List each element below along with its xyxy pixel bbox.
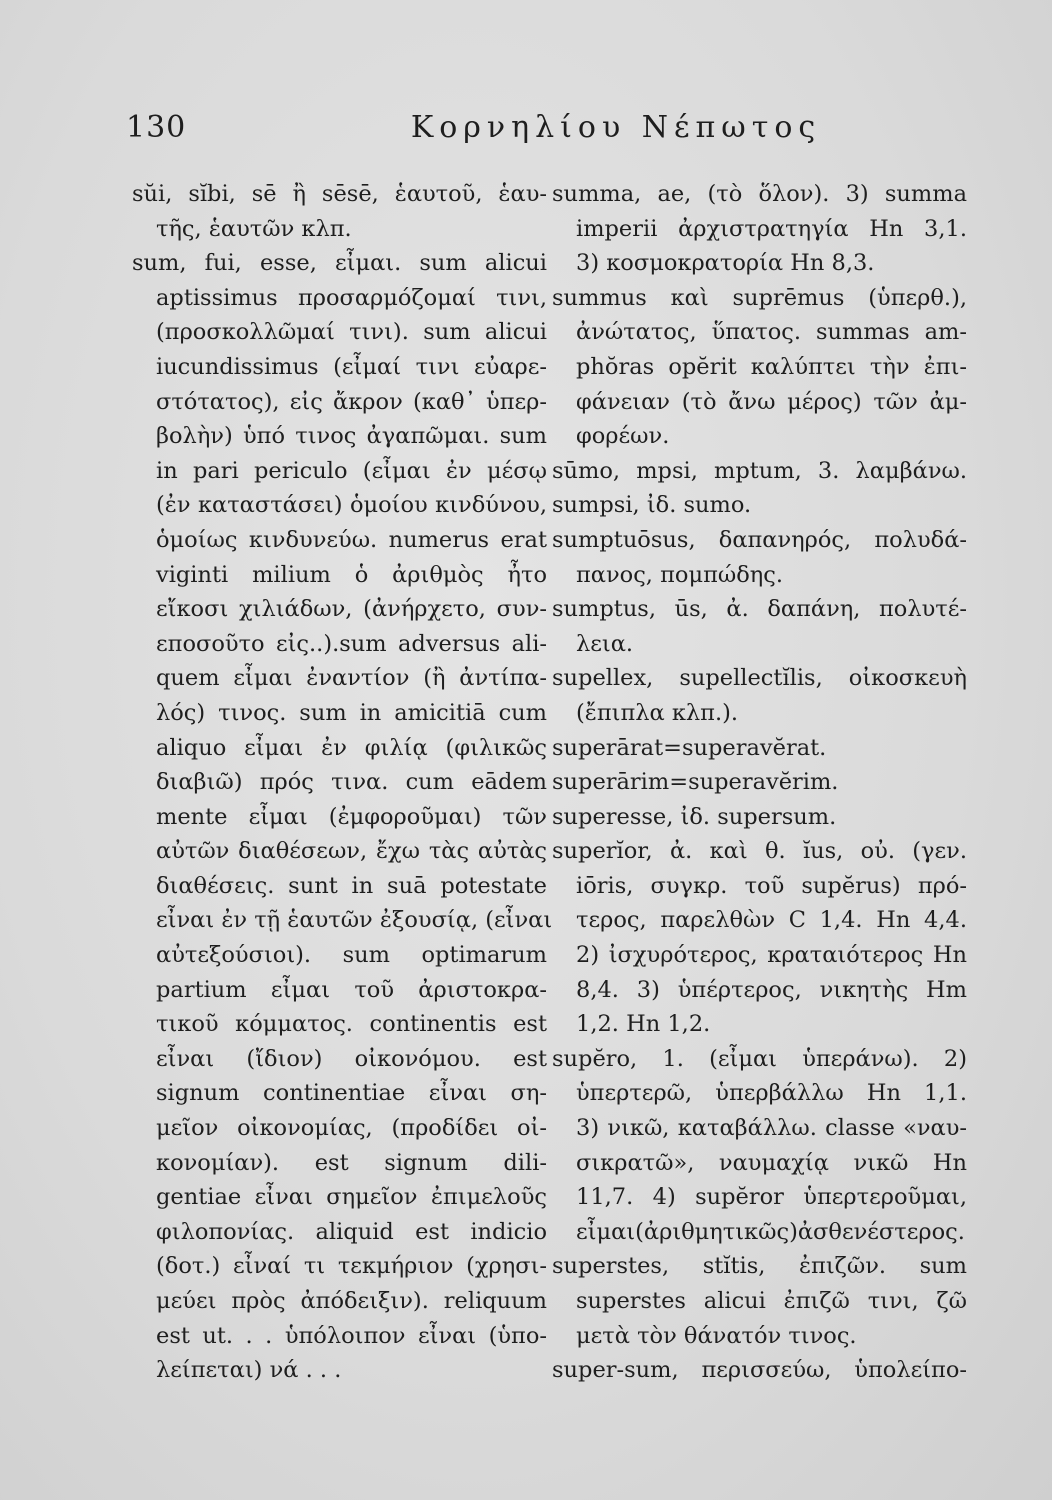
left-column-line: signum continentiae εἶναι ση- [156, 1080, 547, 1107]
left-column-line: mente εἶμαι (ἐμφοροῦμαι) τῶν [156, 803, 547, 830]
right-column-line: 11,7. 4) supĕror ὑπερτεροῦμαι, [576, 1184, 967, 1211]
left-column-line: partium εἶμαι τοῦ ἀριστοκρα- [156, 976, 547, 1003]
left-column-line: εἶναι ἐν τῇ ἑαυτῶν ἐξουσίᾳ, (εἶναι [156, 907, 553, 934]
left-column-line: viginti milium ὁ ἀριθμὸς ἦτο [156, 561, 547, 588]
left-column-line: διαβιῶ) πρός τινα. cum eādem [156, 769, 547, 796]
right-column-line: μετὰ τὸν θάνατόν τινος. [576, 1322, 857, 1349]
right-column-line: iōris, συγκρ. τοῦ supĕrus) πρό- [576, 872, 967, 899]
right-column-line: ἀνώτατος, ὕπατος. summas am- [576, 319, 967, 346]
left-column-line: μεῖον οἰκονομίας, (προδίδει οἰ- [156, 1115, 547, 1142]
left-column-line: μεύει πρὸς ἀπόδειξιν). reliquum [156, 1288, 547, 1314]
page-header [126, 110, 956, 154]
left-column-line: τικοῦ κόμματος. continentis est [156, 1011, 547, 1038]
right-column-line: τερος, παρελθὼν C 1,4. Hn 4,4. [576, 907, 967, 934]
left-column-line: quem εἶμαι ἐναντίον (ἢ ἀντίπα- [156, 665, 547, 692]
left-column-line: aliquo εἶμαι ἐν φιλίᾳ (φιλικῶς [156, 734, 547, 761]
running-head: Κορνηλίου Νέπωτος [410, 110, 822, 145]
page-number: 130 [126, 110, 187, 145]
left-column-line: λός) τινος. sum in amicitiā cum [156, 699, 547, 726]
right-column-line: 8,4. 3) ὑπέρτερος, νικητὴς Hm [576, 976, 967, 1003]
right-column-line: imperii ἀρχιστρατηγία Hn 3,1. [576, 215, 967, 242]
right-column-line: sūmo, mpsi, mptum, 3. λαμβάνω. [552, 457, 967, 484]
left-column-line: gentiae εἶναι σημεῖον ἐπιμελοῦς [156, 1184, 547, 1211]
left-column-line: στότατος), εἰς ἄκρον (καθ᾽ ὑπερ- [156, 388, 547, 415]
left-column-line: εποσοῦτο εἰς..).sum adversus ali- [156, 630, 547, 657]
right-column [552, 177, 967, 1388]
left-column [132, 177, 553, 1388]
right-column-line: phŏras opĕrit καλύπτει τὴν ἐπι- [576, 353, 967, 380]
right-column-line: σικρατῶ», ναυμαχίᾳ νικῶ Hn [576, 1149, 967, 1176]
left-column-line: (προσκολλῶμαί τινι). sum alicui [156, 319, 547, 346]
left-column-line: iucundissimus (εἶμαί τινι εὐαρε- [156, 353, 547, 380]
right-column-line: εἶμαι(ἀριθμητικῶς)ἀσθενέστερος. [576, 1218, 965, 1245]
right-column-line: 1,2. Hn 1,2. [576, 1011, 711, 1038]
left-column-line: sum, fui, esse, εἶμαι. sum alicui [132, 250, 547, 277]
right-column-line: summa, ae, (τὸ ὅλον). 3) summa [552, 181, 967, 207]
right-column-line: 3) νικῶ, καταβάλλω. classe «ναυ- [576, 1115, 967, 1142]
left-column-line: κονομίαν). est signum dili- [156, 1149, 547, 1176]
left-column-line: (δοτ.) εἶναί τι τεκμήριον (χρησι- [156, 1253, 547, 1280]
right-column-line: 2) ἰσχυρότερος, κραταιότερος Hn [576, 942, 967, 969]
right-column-line: φάνειαν (τὸ ἄνω μέρος) τῶν ἀμ- [576, 388, 967, 415]
left-column-line: aptissimus προσαρμόζομαί τινι, [156, 284, 547, 311]
right-column-line: superstes alicui ἐπιζῶ τινι, ζῶ [576, 1288, 967, 1314]
left-column-line: αὐτεξούσιοι). sum optimarum [156, 942, 547, 969]
right-column-line: superstes, stĭtis, ἐπιζῶν. sum [552, 1253, 967, 1280]
left-column-line: sŭi, sĭbi, sē ἢ sēsē, ἑαυτοῦ, ἑαυ- [132, 181, 547, 207]
left-column-line: βολὴν) ὑπό τινος ἀγαπῶμαι. sum [156, 423, 547, 450]
left-column-line: est ut. . . ὑπόλοιπον εἶναι (ὑπο- [156, 1322, 547, 1349]
left-column-line: φιλοπονίας. aliquid est indicio [156, 1218, 547, 1245]
left-column-line: εἴκοσι χιλιάδων, (ἀνήρχετο, συν- [156, 596, 547, 623]
left-column-line: λείπεται) νά . . . [156, 1357, 342, 1384]
right-column-line: superārim=superavĕrim. [552, 769, 839, 796]
right-column-line: sumptus, ūs, ἀ. δαπάνη, πολυτέ- [552, 596, 967, 623]
left-column-line: διαθέσεις. sunt in suā potestate [156, 872, 547, 899]
right-column-line: super-sum, περισσεύω, ὑπολείπο- [552, 1357, 967, 1384]
right-column-line: φορέων. [576, 423, 670, 450]
left-column-line: εἶναι (ἴδιον) οἰκονόμου. est [156, 1045, 547, 1072]
left-column-line: ὁμοίως κινδυνεύω. numerus erat [156, 526, 547, 553]
left-column-line: τῆς, ἑαυτῶν κλπ. [156, 215, 352, 242]
right-column-line: summus καὶ suprēmus (ὑπερθ.), [552, 284, 967, 311]
right-column-line: sumptuōsus, δαπανηρός, πολυδά- [552, 526, 967, 553]
left-column-line: (ἐν καταστάσει) ὁμοίου κινδύνου, [156, 492, 547, 519]
left-column-line: in pari periculo (εἶμαι ἐν μέσῳ [156, 457, 547, 484]
right-column-line: λεια. [576, 630, 634, 657]
right-column-line: supellex, supellectĭlis, οἰκοσκευὴ [552, 665, 967, 692]
right-column-line: superesse, ἰδ. supersum. [552, 803, 837, 830]
right-column-line: 3) κοσμοκρατορία Hn 8,3. [576, 250, 875, 277]
right-column-line: (ἔπιπλα κλπ.). [576, 699, 739, 726]
right-column-line: sumpsi, ἰδ. sumo. [552, 492, 752, 519]
right-column-line: supĕro, 1. (εἶμαι ὑπεράνω). 2) [552, 1045, 967, 1072]
right-column-line: superārat=superavĕrat. [552, 734, 827, 761]
right-column-line: superĭor, ἀ. καὶ θ. ĭus, οὐ. (γεν. [552, 838, 967, 865]
left-column-line: αὐτῶν διαθέσεων, ἔχω τὰς αὐτὰς [156, 838, 547, 865]
right-column-line: πανος, πομπώδης. [576, 561, 783, 588]
right-column-line: ὑπερτερῶ, ὑπερβάλλω Hn 1,1. [576, 1080, 967, 1107]
